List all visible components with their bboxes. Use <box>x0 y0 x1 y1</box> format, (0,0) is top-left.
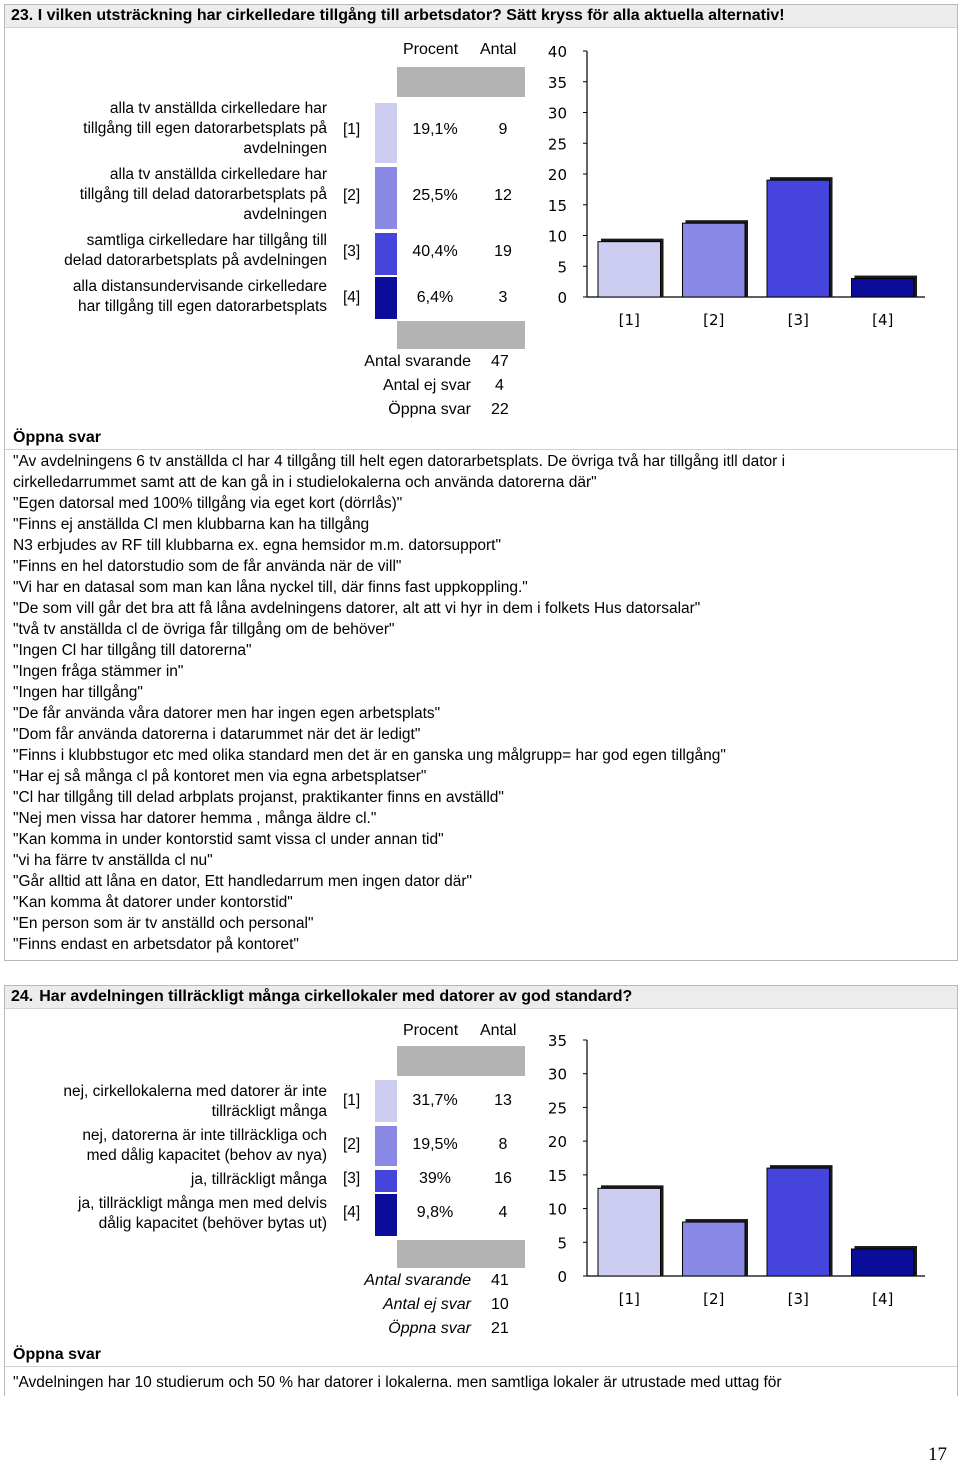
q23-option-2-percent: 25,5% <box>412 187 458 204</box>
open-answer-line: "Går alltid att låna en dator, Ett handledarrum men ingen dator där" <box>13 873 473 890</box>
open-answer-line: "Av avdelningens 6 tv anställda cl har 4 tillgång till helt egen datorarbetsplats. De övriga två har tillgång itll dator i <box>13 453 786 470</box>
q23-open-answers-heading: Öppna svar <box>13 429 102 446</box>
y-tick-label: 35 <box>547 73 567 92</box>
q23-option-2-code: [2] <box>343 187 361 204</box>
bar <box>767 1168 830 1276</box>
q24-option-2-count: 8 <box>498 1136 508 1153</box>
q24-table-top-bar <box>397 1046 525 1076</box>
bar <box>598 242 661 297</box>
q23-header-percent: Procent <box>403 41 459 58</box>
q23-option-2-swatch <box>375 167 397 229</box>
q24-header-count: Antal <box>480 1022 517 1039</box>
bar <box>598 1188 661 1276</box>
q23-option-4-swatch <box>375 277 397 319</box>
bar <box>851 1249 914 1276</box>
q24-stat-noanswer-value: 10 <box>491 1296 509 1313</box>
q23-option-4-label: alla distansundervisande cirkelledare har tillgång till egen datorarbetsplats <box>72 278 327 315</box>
q23-bar-chart <box>537 35 929 335</box>
q24-stat-noanswer-label: Antal ej svar <box>382 1296 471 1313</box>
x-category-label: [3] <box>787 1290 809 1308</box>
y-tick-label: 10 <box>547 1200 567 1219</box>
open-answer-line: "Avdelningen har 10 studierum och 50 % har datorer i lokalerna. men samtliga lokaler är utrustade med uttag för <box>13 1374 782 1391</box>
open-answer-line: "De får använda våra datorer men har ingen egen arbetsplats" <box>13 705 441 722</box>
open-answer-line: "Finns en hel datorstudio som de får använda när de vill" <box>13 558 402 575</box>
x-category-label: [4] <box>872 311 894 329</box>
q24-option-4-swatch <box>375 1194 397 1236</box>
open-answer-line: "Har ej så många cl på kontoret men via egna arbetsplatser" <box>13 768 427 785</box>
open-answer-line: "Cl har tillgång till delad arbplats projanst, praktikanter finns en avställd" <box>13 789 504 806</box>
q24-bar-chart <box>537 1028 929 1314</box>
question-23-title: 23. I vilken utsträckning har cirkelledare tillgång till arbetsdator? Sätt kryss för alla aktuella alternativ! <box>5 5 957 28</box>
x-category-label: [3] <box>787 311 809 329</box>
y-tick-label: 5 <box>557 1234 567 1253</box>
q24-option-4-count: 4 <box>498 1204 508 1221</box>
open-answer-line: "Finns endast en arbetsdator på kontoret" <box>13 936 299 953</box>
open-answer-line: "Kan komma in under kontorstid samt vissa cl under annan tid" <box>13 831 444 848</box>
q24-option-2-percent: 19,5% <box>412 1136 458 1153</box>
open-answer-line: "Nej men vissa har datorer hemma , många äldre cl." <box>13 810 377 827</box>
open-answer-line: "De som vill går det bra att få låna avdelningens datorer, alt att vi hyr in dem i folkets Hus datorsalar" <box>13 600 701 617</box>
y-tick-label: 15 <box>547 196 567 215</box>
q23-option-4-percent: 6,4% <box>416 289 454 306</box>
q23-option-4-code: [4] <box>343 289 361 306</box>
y-tick-label: 30 <box>547 1065 567 1084</box>
q24-option-3-code: [3] <box>343 1170 361 1187</box>
bar <box>851 279 914 297</box>
y-tick-label: 15 <box>547 1166 567 1185</box>
q24-stat-open-value: 21 <box>491 1320 509 1337</box>
question-24-number: 24. <box>11 988 34 1005</box>
open-answer-line: "En person som är tv anställd och personal" <box>13 915 314 932</box>
q23-option-3-swatch <box>375 233 397 275</box>
question-24-text: Har avdelningen tillräckligt många cirkellokaler med datorer av god standard? <box>39 988 633 1005</box>
q24-open-answers-heading: Öppna svar <box>13 1346 102 1363</box>
q24-option-1-swatch <box>375 1080 397 1122</box>
q23-stat-noanswer-label: Antal ej svar <box>382 377 471 394</box>
x-category-label: [2] <box>703 311 725 329</box>
y-tick-label: 20 <box>547 166 567 184</box>
y-tick-label: 0 <box>557 289 567 307</box>
bar <box>682 223 745 297</box>
q23-option-2-count: 12 <box>494 187 512 204</box>
q23-table-top-bar <box>397 67 525 97</box>
x-category-label: [1] <box>618 311 640 329</box>
bar <box>767 180 830 297</box>
q23-option-3-percent: 40,4% <box>412 243 458 260</box>
y-tick-label: 30 <box>547 104 567 123</box>
q23-stat-noanswer-value: 4 <box>495 377 504 394</box>
x-category-label: [2] <box>703 1290 725 1308</box>
open-answer-line: "Ingen har tillgång" <box>13 684 143 701</box>
y-tick-label: 10 <box>547 227 567 246</box>
bar <box>682 1222 745 1276</box>
question-23-box <box>4 4 958 961</box>
q24-option-3-label: ja, tillräckligt många <box>190 1171 327 1188</box>
open-answer-line: "vi ha färre tv anställda cl nu" <box>13 852 213 869</box>
open-answer-line: N3 erbjudes av RF till klubbarna ex. egna hemsidor m.m. datorsupport" <box>13 537 501 554</box>
y-tick-label: 20 <box>547 1133 567 1152</box>
y-tick-label: 0 <box>557 1268 567 1286</box>
q24-option-3-count: 16 <box>494 1170 512 1187</box>
q24-open-answers-divider <box>5 1366 957 1367</box>
q24-stat-responded-label: Antal svarande <box>364 1272 471 1289</box>
q24-stat-responded-value: 41 <box>491 1272 509 1289</box>
q24-option-1-label: nej, cirkellokalerna med datorer är inte tillräckligt många <box>63 1083 327 1120</box>
q23-open-answers-divider <box>5 449 957 450</box>
q24-option-2-code: [2] <box>343 1136 361 1153</box>
q24-option-4-code: [4] <box>343 1204 361 1221</box>
q23-stat-open-value: 22 <box>491 401 509 418</box>
open-answer-line: "två tv anställda cl de övriga får tillgång om de behöver" <box>13 621 395 638</box>
q23-option-3-count: 19 <box>494 243 512 260</box>
q23-option-2-label: alla tv anställda cirkelledare har tillgång till delad datorarbetsplats på avdelningen <box>79 166 327 223</box>
q24-header-percent: Procent <box>403 1022 459 1039</box>
q24-option-4-label: ja, tillräckligt många men med delvis dålig kapacitet (behöver bytas ut) <box>78 1195 327 1232</box>
q23-option-1-swatch <box>375 103 397 163</box>
q24-option-2-swatch <box>375 1126 397 1166</box>
q23-option-3-label: samtliga cirkelledare har tillgång till delad datorarbetsplats på avdelningen <box>64 232 327 269</box>
q23-option-4-count: 3 <box>498 289 508 306</box>
q24-option-3-percent: 39% <box>418 1170 452 1187</box>
q23-stat-responded-label: Antal svarande <box>364 353 471 370</box>
open-answer-line: "Vi har en datasal som man kan låna nyckel till, där finns fast uppkoppling." <box>13 579 528 596</box>
q23-stat-open-label: Öppna svar <box>388 401 471 418</box>
open-answer-line: "Ingen fråga stämmer in" <box>13 663 184 680</box>
open-answer-line: "Kan komma åt datorer under kontorstid" <box>13 894 293 911</box>
q23-option-1-code: [1] <box>343 121 361 138</box>
q23-option-1-count: 9 <box>498 121 508 138</box>
y-tick-label: 35 <box>547 1032 567 1050</box>
open-answer-line: "Finns i klubbstugor etc med olika standard men det är en ganska ung målgrupp= har god egen tillgång" <box>13 747 726 764</box>
q24-option-2-label: nej, datorerna är inte tillräckliga och med dålig kapacitet (behov av nya) <box>82 1127 327 1164</box>
q24-table-bottom-bar <box>397 1240 525 1268</box>
y-tick-label: 40 <box>547 43 567 61</box>
y-tick-label: 25 <box>547 1099 567 1118</box>
q24-option-3-swatch <box>375 1170 397 1192</box>
q23-header-count: Antal <box>480 41 517 58</box>
q24-option-1-code: [1] <box>343 1092 361 1109</box>
question-24-box <box>4 985 958 1396</box>
page-number: 17 <box>928 1444 947 1465</box>
open-answer-line: cirkelledarrummet samt att de kan gå in i studielokalerna och använda datorerna där" <box>13 474 597 491</box>
q23-option-3-code: [3] <box>343 243 361 260</box>
x-category-label: [1] <box>618 1290 640 1308</box>
q24-option-1-percent: 31,7% <box>412 1092 458 1109</box>
q23-table-bottom-bar <box>397 321 525 349</box>
q24-stat-open-label: Öppna svar <box>388 1320 471 1337</box>
y-tick-label: 25 <box>547 135 567 154</box>
open-answer-line: "Finns ej anställda Cl men klubbarna kan ha tillgång <box>13 516 370 533</box>
question-24-title <box>5 986 957 1009</box>
open-answer-line: "Dom får använda datorerna i datarummet när det är ledigt" <box>13 726 421 743</box>
q24-option-4-percent: 9,8% <box>416 1204 454 1221</box>
q24-option-1-count: 13 <box>494 1092 512 1109</box>
open-answer-line: "Ingen Cl har tillgång till datorerna" <box>13 642 252 659</box>
y-tick-label: 5 <box>557 258 567 277</box>
q23-option-1-label: alla tv anställda cirkelledare har tillgång till egen datorarbetsplats på avdelningen <box>83 100 327 157</box>
q23-option-1-percent: 19,1% <box>412 121 458 138</box>
open-answer-line: "Egen datorsal med 100% tillgång via eget kort (dörrlås)" <box>13 495 403 512</box>
q23-stat-responded-value: 47 <box>491 353 509 370</box>
x-category-label: [4] <box>872 1290 894 1308</box>
